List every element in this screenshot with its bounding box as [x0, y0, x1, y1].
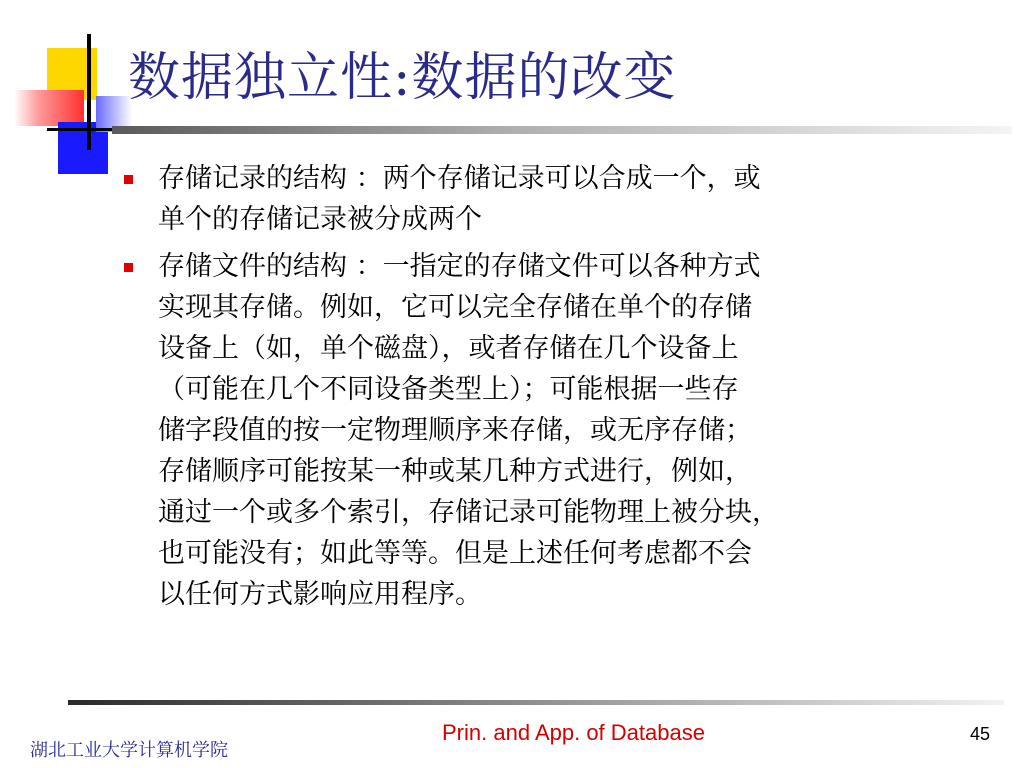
vertical-line-shape [87, 34, 91, 150]
bullet-text: 存储文件的结构 ：一指定的存储文件可以各种方式 实现其存储。例如，它可以完全存储在单个的存储 设备上（如，单个磁盘），或者存储在几个设备上 （可能在几个不同设备类型上）；可能根据一些存 储字段值的按一定物理顺序来存储，或无序存储； 存储顺序可能按某一种或某几种方式进行，例如， 通过一个或多个索引，存储记录可能物理上被分块， 也可能没有；如此等等。但是上述任何考虑都不会 以任何方式影响应用程序。 [158, 251, 779, 610]
bullet-text: 存储记录的结构 ：两个存储记录可以合成一个，或 单个的存储记录被分成两个 [158, 163, 761, 235]
footer-course-title: Prin. and App. of Database [442, 720, 705, 745]
slide-content [122, 158, 922, 621]
page-number: 45 [970, 724, 991, 744]
slide-title: 数据独立性:数据的改变 [128, 48, 677, 108]
title-divider [112, 126, 1012, 134]
footer-institution: 湖北工业大学计算机学院 [30, 740, 228, 761]
bullet-square-icon [124, 175, 133, 184]
footer-divider [68, 700, 1004, 705]
bullet-item-record-structure [122, 158, 922, 240]
bullet-square-icon [124, 263, 133, 272]
bullet-item-file-structure [122, 246, 922, 615]
red-gradient-shape [14, 90, 84, 126]
